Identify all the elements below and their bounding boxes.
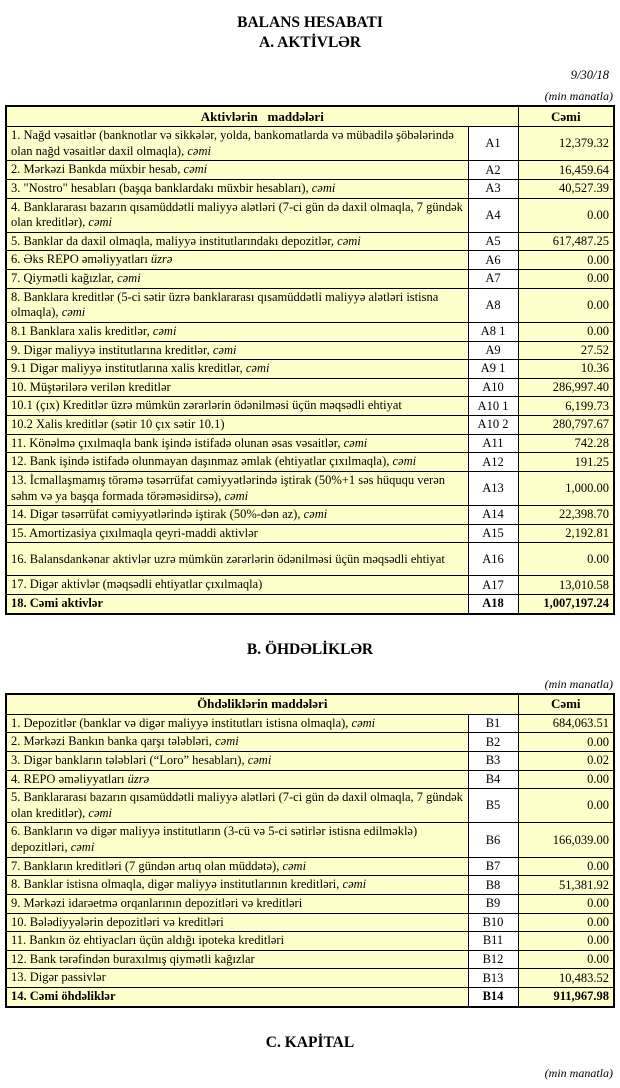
item-code: B10 xyxy=(468,913,518,932)
item-label: 1. Depozitlər (banklar və digər maliyyə institutları istisna olmaqla), cəmi xyxy=(6,714,468,733)
item-code: B12 xyxy=(468,950,518,969)
item-value: 280,797.67 xyxy=(518,416,614,435)
item-code: B2 xyxy=(468,733,518,752)
item-code: B4 xyxy=(468,770,518,789)
table-row xyxy=(6,714,614,733)
item-label: 2. Mərkəzi Bankda müxbir hesab, cəmi xyxy=(6,161,468,180)
table-row xyxy=(6,198,614,232)
item-value: 286,997.40 xyxy=(518,378,614,397)
liabilities-header-total: Cəmi xyxy=(518,694,614,715)
table-row xyxy=(6,823,614,857)
table-row xyxy=(6,733,614,752)
item-label: 11. Bankın öz ehtiyacları üçün aldığı ipoteka kreditləri xyxy=(6,932,468,951)
item-value: 40,527.39 xyxy=(518,179,614,198)
item-code: A6 xyxy=(468,251,518,270)
item-value: 2,192.81 xyxy=(518,524,614,543)
table-row xyxy=(6,988,614,1007)
item-value: 1,000.00 xyxy=(518,471,614,505)
item-code: A18 xyxy=(468,595,518,614)
item-code: A14 xyxy=(468,506,518,525)
item-value: 13,010.58 xyxy=(518,576,614,595)
item-label: 10. Müştərilərə verilən kreditlər xyxy=(6,378,468,397)
item-code: B8 xyxy=(468,876,518,895)
table-row xyxy=(6,270,614,289)
table-row xyxy=(6,471,614,505)
item-label: 12. Bank işində istifadə olunmayan daşınmaz əmlak (ehtiyatlar çıxılmaqla), cəmi xyxy=(6,453,468,472)
item-code: A16 xyxy=(468,543,518,576)
item-value: 0.00 xyxy=(518,913,614,932)
item-value: 0.00 xyxy=(518,770,614,789)
assets-header-row xyxy=(6,106,614,127)
table-row xyxy=(6,179,614,198)
item-label: 1. Nağd vəsaitlər (banknotlar və sikkələr, yolda, bankomatlarda və mübadilə şöbələrində olan nağd vəsaitlər daxil olmaqla), cəmi xyxy=(6,127,468,161)
liabilities-table xyxy=(5,693,615,1008)
section-a-title: A. AKTİVLƏR xyxy=(259,34,361,51)
item-label: 3. Digər bankların tələbləri (“Loro” hesabları), cəmi xyxy=(6,751,468,770)
assets-table xyxy=(5,105,615,615)
item-value: 0.00 xyxy=(518,789,614,823)
table-row xyxy=(6,857,614,876)
item-label: 7. Bankların kreditləri (7 gündən artıq olan müddətə), cəmi xyxy=(6,857,468,876)
item-label: 13. İcmallaşmamış törəmə təsərrüfat cəmiyyətlərində iştirak (50%+1 səs hüququ verən səhm və ya başqa formada törəməsidirsə), cəmi xyxy=(6,471,468,505)
item-value: 0.00 xyxy=(518,733,614,752)
table-row xyxy=(6,161,614,180)
item-label: 9.1 Digər maliyyə institutlarına xalis kreditlər, cəmi xyxy=(6,360,468,379)
item-code: B3 xyxy=(468,751,518,770)
item-code: A10 1 xyxy=(468,397,518,416)
item-value: 1,007,197.24 xyxy=(518,595,614,614)
item-label: 5. Banklararası bazarın qısamüddətli maliyyə alətləri (7-ci gün də daxil olmaqla, 7 gündək olan kreditlər), cəmi xyxy=(6,789,468,823)
item-code: A1 xyxy=(468,127,518,161)
item-code: B11 xyxy=(468,932,518,951)
item-code: A5 xyxy=(468,232,518,251)
item-label: 14. Digər təsərrüfat cəmiyyətlərində iştirak (50%-dən az), cəmi xyxy=(6,506,468,525)
table-row xyxy=(6,894,614,913)
item-label: 7. Qiymətli kağızlar, cəmi xyxy=(6,270,468,289)
section-b-title: B. ÖHDƏLİKLƏR xyxy=(246,640,374,658)
item-value: 0.00 xyxy=(518,894,614,913)
item-code: A17 xyxy=(468,576,518,595)
item-value: 0.00 xyxy=(518,857,614,876)
item-code: A3 xyxy=(468,179,518,198)
item-label: 10.2 Xalis kreditlər (sətir 10 çıx sətir 10.1) xyxy=(6,416,468,435)
item-code: A7 xyxy=(468,270,518,289)
assets-header-items: Aktivlərin maddələri xyxy=(6,106,518,127)
item-value: 166,039.00 xyxy=(518,823,614,857)
item-value: 617,487.25 xyxy=(518,232,614,251)
item-value: 0.00 xyxy=(518,932,614,951)
table-row xyxy=(6,360,614,379)
item-label: 14. Cəmi öhdəliklər xyxy=(6,988,468,1007)
table-row xyxy=(6,453,614,472)
liabilities-header-row xyxy=(6,694,614,715)
table-row xyxy=(6,378,614,397)
item-label: 11. Könəlmə çıxılmaqla bank işində istifadə olunan əsas vəsaitlər, cəmi xyxy=(6,434,468,453)
table-row xyxy=(6,876,614,895)
table-row xyxy=(6,770,614,789)
report-title: BALANS HESABATI xyxy=(237,14,383,31)
table-row xyxy=(6,341,614,360)
item-label: 13. Digər passivlər xyxy=(6,969,468,988)
table-row xyxy=(6,127,614,161)
item-value: 0.02 xyxy=(518,751,614,770)
item-code: B7 xyxy=(468,857,518,876)
item-label: 4. Banklararası bazarın qısamüddətli maliyyə alətləri (7-ci gün də daxil olmaqla, 7 gündək olan kreditlər), cəmi xyxy=(6,198,468,232)
item-label: 8. Banklara kreditlər (5-ci sətir üzrə banklararası qısamüddətli maliyyə alətləri istisna olmaqla), cəmi xyxy=(6,288,468,322)
item-label: 9. Digər maliyyə institutlarına kreditlər, cəmi xyxy=(6,341,468,360)
item-code: A8 xyxy=(468,288,518,322)
table-row xyxy=(6,969,614,988)
item-value: 0.00 xyxy=(518,950,614,969)
item-label: 6. Bankların və digər maliyyə institutların (3-cü və 5-ci sətirlər istisna edilməklə) depozitləri, cəmi xyxy=(6,823,468,857)
item-code: A9 xyxy=(468,341,518,360)
item-code: B9 xyxy=(468,894,518,913)
item-code: B5 xyxy=(468,789,518,823)
table-row xyxy=(6,288,614,322)
table-row xyxy=(6,576,614,595)
table-row xyxy=(6,506,614,525)
item-code: A15 xyxy=(468,524,518,543)
unit-note-liabilities: (min manatla) xyxy=(544,676,613,691)
item-label: 10.1 (çıx) Kreditlər üzrə mümkün zərərlərin ödənilməsi üçün məqsədli ehtiyat xyxy=(6,397,468,416)
table-row xyxy=(6,397,614,416)
section-c-title: C. KAPİTAL xyxy=(265,1033,355,1051)
item-label: 9. Mərkəzi idarəetmə orqanlarının depozitləri və kreditləri xyxy=(6,894,468,913)
item-value: 742.28 xyxy=(518,434,614,453)
item-label: 17. Digər aktivlər (məqsədli ehtiyatlar çıxılmaqla) xyxy=(6,576,468,595)
item-value: 22,398.70 xyxy=(518,506,614,525)
item-code: A10 xyxy=(468,378,518,397)
table-row xyxy=(6,932,614,951)
table-row xyxy=(6,595,614,614)
table-row xyxy=(6,322,614,341)
item-label: 4. REPO əməliyyatları üzrə xyxy=(6,770,468,789)
item-value: 51,381.92 xyxy=(518,876,614,895)
item-code: A4 xyxy=(468,198,518,232)
item-value: 0.00 xyxy=(518,322,614,341)
item-value: 0.00 xyxy=(518,251,614,270)
item-code: A8 1 xyxy=(468,322,518,341)
item-label: 3. "Nostro" hesabları (başqa banklardakı müxbir hesabları), cəmi xyxy=(6,179,468,198)
item-label: 16. Balansdankənar aktivlər uzrə mümkün zərərlərin ödənilməsi üçün məqsədli ehtiyat xyxy=(6,543,468,576)
item-value: 16,459.64 xyxy=(518,161,614,180)
item-code: A9 1 xyxy=(468,360,518,379)
item-value: 0.00 xyxy=(518,288,614,322)
item-label: 12. Bank tərəfindən buraxılmış qiymətli kağızlar xyxy=(6,950,468,969)
item-label: 6. Əks REPO əməliyyatları üzrə xyxy=(6,251,468,270)
table-row xyxy=(6,434,614,453)
item-code: B13 xyxy=(468,969,518,988)
table-row xyxy=(6,751,614,770)
unit-note-assets: (min manatla) xyxy=(544,89,613,103)
item-label: 10. Bələdiyyələrin depozitləri və kreditləri xyxy=(6,913,468,932)
item-value: 191.25 xyxy=(518,453,614,472)
item-code: A12 xyxy=(468,453,518,472)
item-code: A11 xyxy=(468,434,518,453)
item-code: B6 xyxy=(468,823,518,857)
table-row xyxy=(6,543,614,576)
item-value: 684,063.51 xyxy=(518,714,614,733)
assets-header-total: Cəmi xyxy=(518,106,614,127)
item-label: 8.1 Banklara xalis kreditlər, cəmi xyxy=(6,322,468,341)
item-code: A10 2 xyxy=(468,416,518,435)
item-value: 911,967.98 xyxy=(518,988,614,1007)
table-row xyxy=(6,524,614,543)
item-label: 15. Amortizasiya çıxılmaqla qeyri-maddi aktivlər xyxy=(6,524,468,543)
item-value: 0.00 xyxy=(518,543,614,576)
item-value: 10,483.52 xyxy=(518,969,614,988)
item-label: 8. Banklar istisna olmaqla, digər maliyyə institutlarının kreditləri, cəmi xyxy=(6,876,468,895)
item-code: B14 xyxy=(468,988,518,1007)
item-label: 2. Mərkəzi Bankın banka qarşı tələbləri, cəmi xyxy=(6,733,468,752)
item-code: B1 xyxy=(468,714,518,733)
report-date: 9/30/18 xyxy=(570,68,609,82)
item-value: 10.36 xyxy=(518,360,614,379)
item-value: 27.52 xyxy=(518,341,614,360)
item-code: A2 xyxy=(468,161,518,180)
table-row xyxy=(6,950,614,969)
table-row xyxy=(6,232,614,251)
item-value: 12,379.32 xyxy=(518,127,614,161)
liabilities-header-items: Öhdəliklərin maddələri xyxy=(6,694,518,715)
table-row xyxy=(6,789,614,823)
item-value: 0.00 xyxy=(518,198,614,232)
unit-note-capital: (min manatla) xyxy=(544,1065,613,1080)
item-code: A13 xyxy=(468,471,518,505)
table-row xyxy=(6,251,614,270)
table-row xyxy=(6,416,614,435)
table-row xyxy=(6,913,614,932)
item-label: 5. Banklar da daxil olmaqla, maliyyə institutlarındakı depozitlər, cəmi xyxy=(6,232,468,251)
item-value: 6,199.73 xyxy=(518,397,614,416)
item-label: 18. Cəmi aktivlər xyxy=(6,595,468,614)
item-value: 0.00 xyxy=(518,270,614,289)
